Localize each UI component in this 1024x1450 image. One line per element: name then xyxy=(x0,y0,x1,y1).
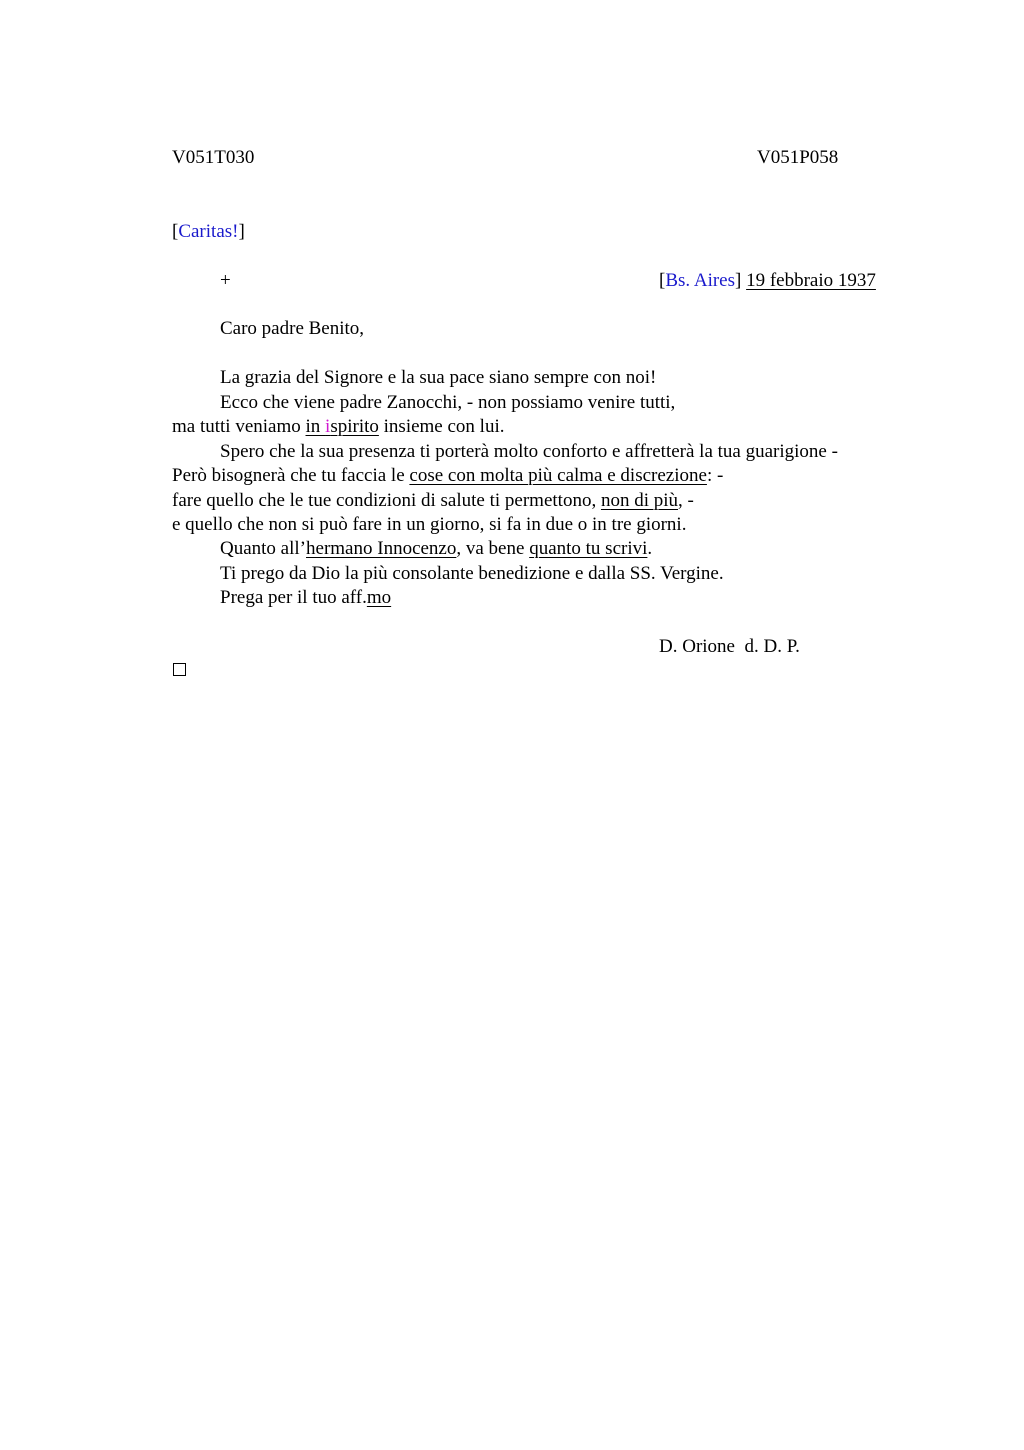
body-line-5 xyxy=(172,464,723,488)
body-line-2: Ecco che viene padre Zanocchi, - non possiamo venire tutti, xyxy=(220,392,676,413)
body-text: . xyxy=(647,538,653,559)
body-line-7: e quello che non si può fare in un giorno, si fa in due o in tre giorni. xyxy=(172,514,687,535)
body-text: , va bene xyxy=(456,538,530,559)
underlined-text: hermano Innocenzo xyxy=(306,538,457,559)
inserted-letter: i xyxy=(325,416,331,437)
end-of-letter-box-icon xyxy=(173,663,186,676)
body-line-1: La grazia del Signore e la sua pace siano sempre con noi! xyxy=(220,367,657,388)
body-text: : - xyxy=(706,465,724,486)
body-text: Quanto all’ xyxy=(220,538,307,559)
body-text: Però bisognerà che tu faccia le xyxy=(172,465,410,486)
dateline-date: 19 febbraio 1937 xyxy=(746,270,876,291)
cross-symbol: + xyxy=(220,270,231,291)
dateline-close-bracket: ] xyxy=(735,270,742,291)
underlined-text: quanto tu scrivi xyxy=(529,538,648,559)
motto xyxy=(172,220,245,244)
body-line-9: Ti prego da Dio la più consolante benedizione e dalla SS. Vergine. xyxy=(220,563,724,584)
body-line-3 xyxy=(172,415,504,439)
body-line-10 xyxy=(220,586,391,610)
body-line-6 xyxy=(172,489,694,513)
underlined-part: spirito xyxy=(330,416,379,437)
body-line-8 xyxy=(220,537,652,561)
motto-text: Caritas! xyxy=(178,221,239,242)
body-text: ma tutti veniamo xyxy=(172,416,306,437)
motto-close-bracket: ] xyxy=(238,221,245,242)
body-line-4: Spero che la sua presenza ti porterà molto conforto e affretterà la tua guarigione - xyxy=(220,441,838,462)
dateline-open-bracket: [ xyxy=(659,270,666,291)
body-text: Prega per il tuo aff. xyxy=(220,587,367,608)
salutation: Caro padre Benito, xyxy=(220,318,365,339)
underlined-text xyxy=(306,416,379,437)
signature: D. Orione d. D. P. xyxy=(659,636,800,657)
document-code-left: V051T030 xyxy=(172,147,255,168)
underlined-text: cose con molta più calma e discrezione xyxy=(409,465,707,486)
body-text: , - xyxy=(678,490,694,511)
dateline-place: Bs. Aires xyxy=(665,270,736,291)
underlined-part: in xyxy=(305,416,326,437)
body-text: insieme con lui. xyxy=(378,416,505,437)
underlined-text: non di più xyxy=(600,490,679,511)
body-text: fare quello che le tue condizioni di salute ti permettono, xyxy=(172,490,601,511)
motto-open-bracket: [ xyxy=(172,221,179,242)
dateline xyxy=(659,269,876,293)
document-code-right: V051P058 xyxy=(757,147,839,168)
underlined-text: mo xyxy=(366,587,392,608)
